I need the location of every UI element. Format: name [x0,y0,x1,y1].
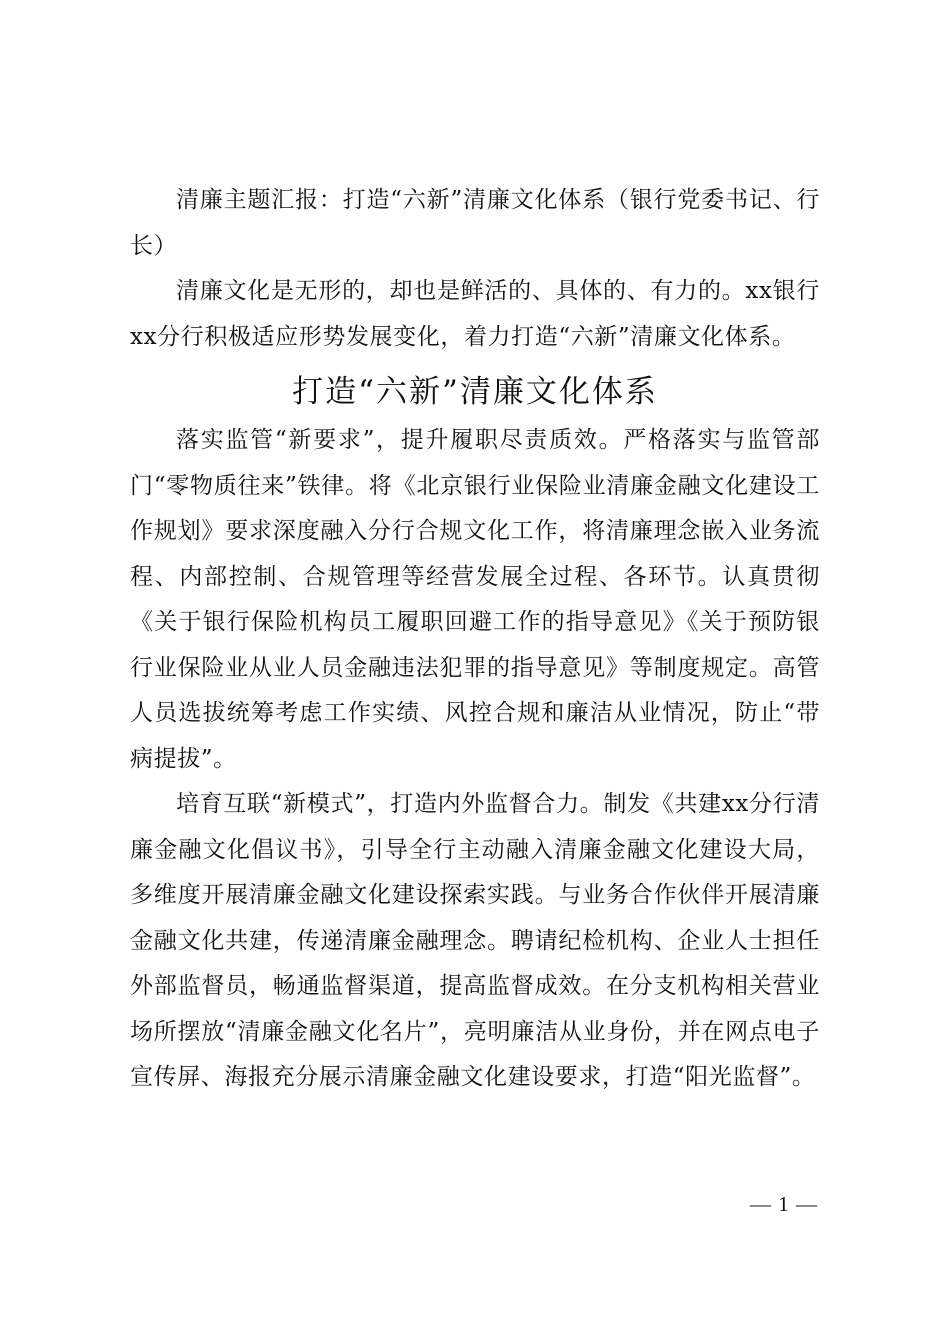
report-title-paragraph: 清廉主题汇报：打造“六新”清廉文化体系（银行党委书记、行长） [130,187,820,259]
intro-paragraph: 清廉文化是无形的，却也是鲜活的、具体的、有力的。xx银行xx分行积极适应形势发展变化，着力打造“六新”清廉文化体系。 [130,278,820,350]
section-heading: 打造“六新”清廉文化体系 [292,374,658,410]
page-number: — 1 — [750,1192,818,1216]
document-content [130,178,820,1101]
body-paragraph-regulatory: 落实监管“新要求”，提升履职尽责质效。严格落实与监管部门“零物质往来”铁律。将《北京银行业保险业清廉金融文化建设工作规划》要求深度融入分行合规文化工作，将清廉理念嵌入业务流程、内部控制、合规管理等经营发展全过程、各环节。认真贯彻《关于银行保险机构员工履职回避工作的指导意见》《关于预防银行业保险业从业人员金融违法犯罪的指导意见》等制度规定。高管人员选拔统筹考虑工作实绩、风控合规和廉洁从业情况，防止“带病提拔”。 [130,427,820,772]
body-paragraph-supervision: 培育互联“新模式”，打造内外监督合力。制发《共建xx分行清廉金融文化倡议书》，引导全行主动融入清廉金融文化建设大局，多维度开展清廉金融文化建设探索实践。与业务合作伙伴开展清廉金融文化共建，传递清廉金融理念。聘请纪检机构、企业人士担任外部监督员，畅通监督渠道，提高监督成效。在分支机构相关营业场所摆放“清廉金融文化名片”，亮明廉洁从业身份，并在网点电子宣传屏、海报充分展示清廉金融文化建设要求，打造“阳光监督”。 [130,791,820,1090]
